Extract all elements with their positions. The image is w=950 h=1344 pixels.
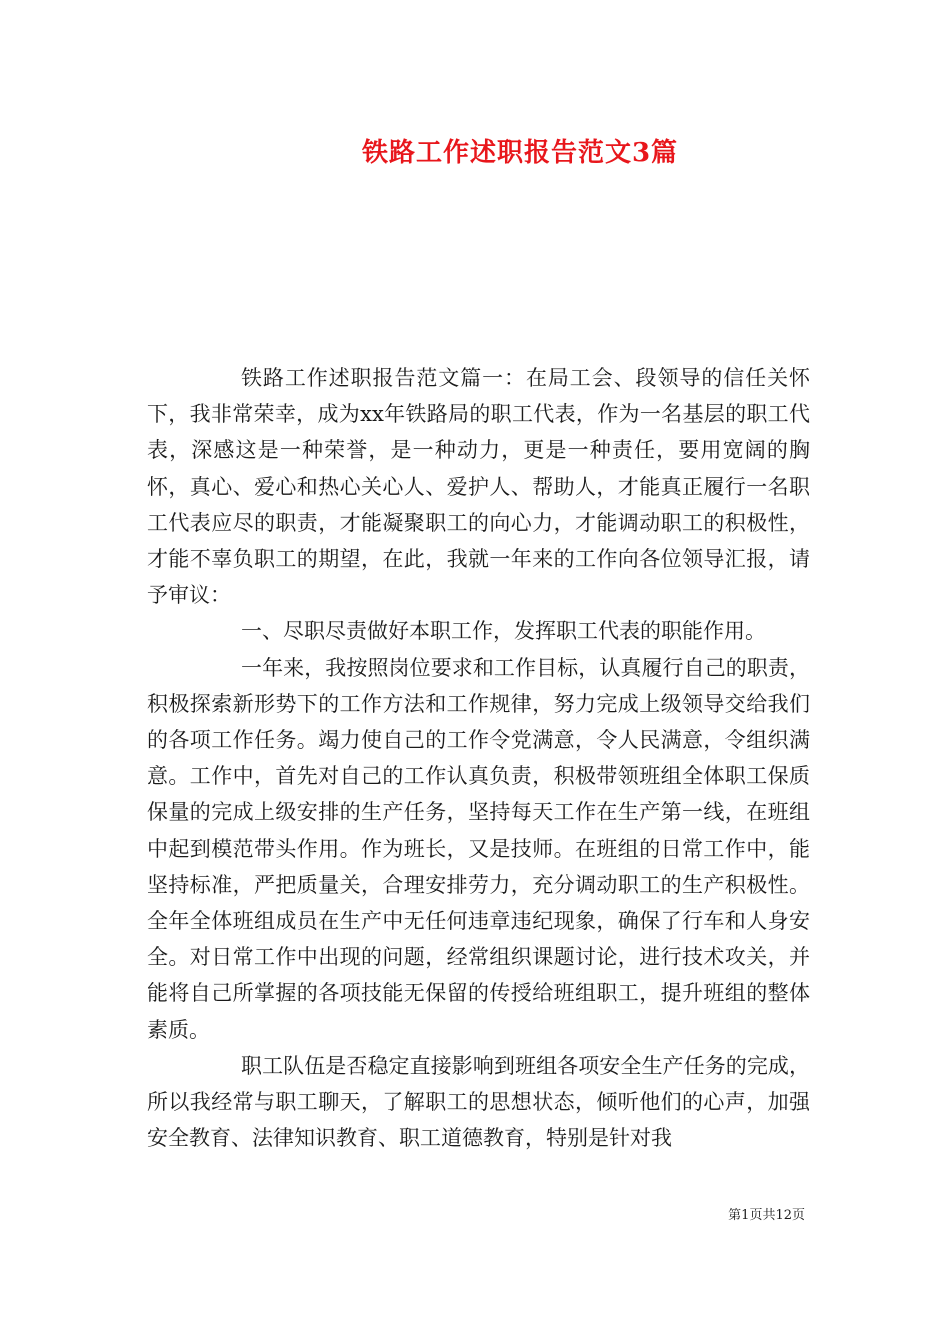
page-number-footer: 第1页共12页 [728,1208,805,1223]
paragraph-intro: 铁路工作述职报告范文篇一：在局工会、段领导的信任关怀下，我非常荣幸，成为xx年铁路局的职工代表，作为一名基层的职工代表，深感这是一种荣誉，是一种动力，更是一种责任，要用宽阔的胸怀，真心、爱心和热心关心人、爱护人、帮助人，才能真正履行一名职工代表应尽的职责，才能凝聚职工的向心力，才能调动职工的积极性，才能不辜负职工的期望，在此，我就一年来的工作向各位领导汇报，请予审议： [147,366,810,608]
paragraph-staff-stability: 职工队伍是否稳定直接影响到班组各项安全生产任务的完成，所以我经常与职工聊天，了解职工的思想状态，倾听他们的心声，加强安全教育、法律知识教育、职工道德教育，特别是针对我 [147,1053,810,1151]
paragraph-work-duties: 一年来，我按照岗位要求和工作目标，认真履行自己的职责，积极探索新形势下的工作方法和工作规律，努力完成上级领导交给我们的各项工作任务。竭力使自己的工作令党满意，令人民满意，令组织满意。工作中，首先对自己的工作认真负责，积极带领班组全体职工保质保量的完成上级安排的生产任务，坚持每天工作在生产第一线，在班组中起到模范带头作用。作为班长，又是技师。在班组的日常工作中，能坚持标准，严把质量关，合理安排劳力，充分调动职工的生产积极性。全年全体班组成员在生产中无任何违章违纪现象，确保了行车和人身安全。对日常工作中出现的问题，经常组织课题讨论，进行技术攻关，并能将自己所掌握的各项技能无保留的传授给班组职工，提升班组的整体素质。 [147,655,810,1042]
paragraph-section-heading: 一、尽职尽责做好本职工作，发挥职工代表的职能作用。 [241,619,766,644]
document-title: 铁路工作述职报告范文3篇 [361,138,679,168]
document-body [147,360,810,1156]
